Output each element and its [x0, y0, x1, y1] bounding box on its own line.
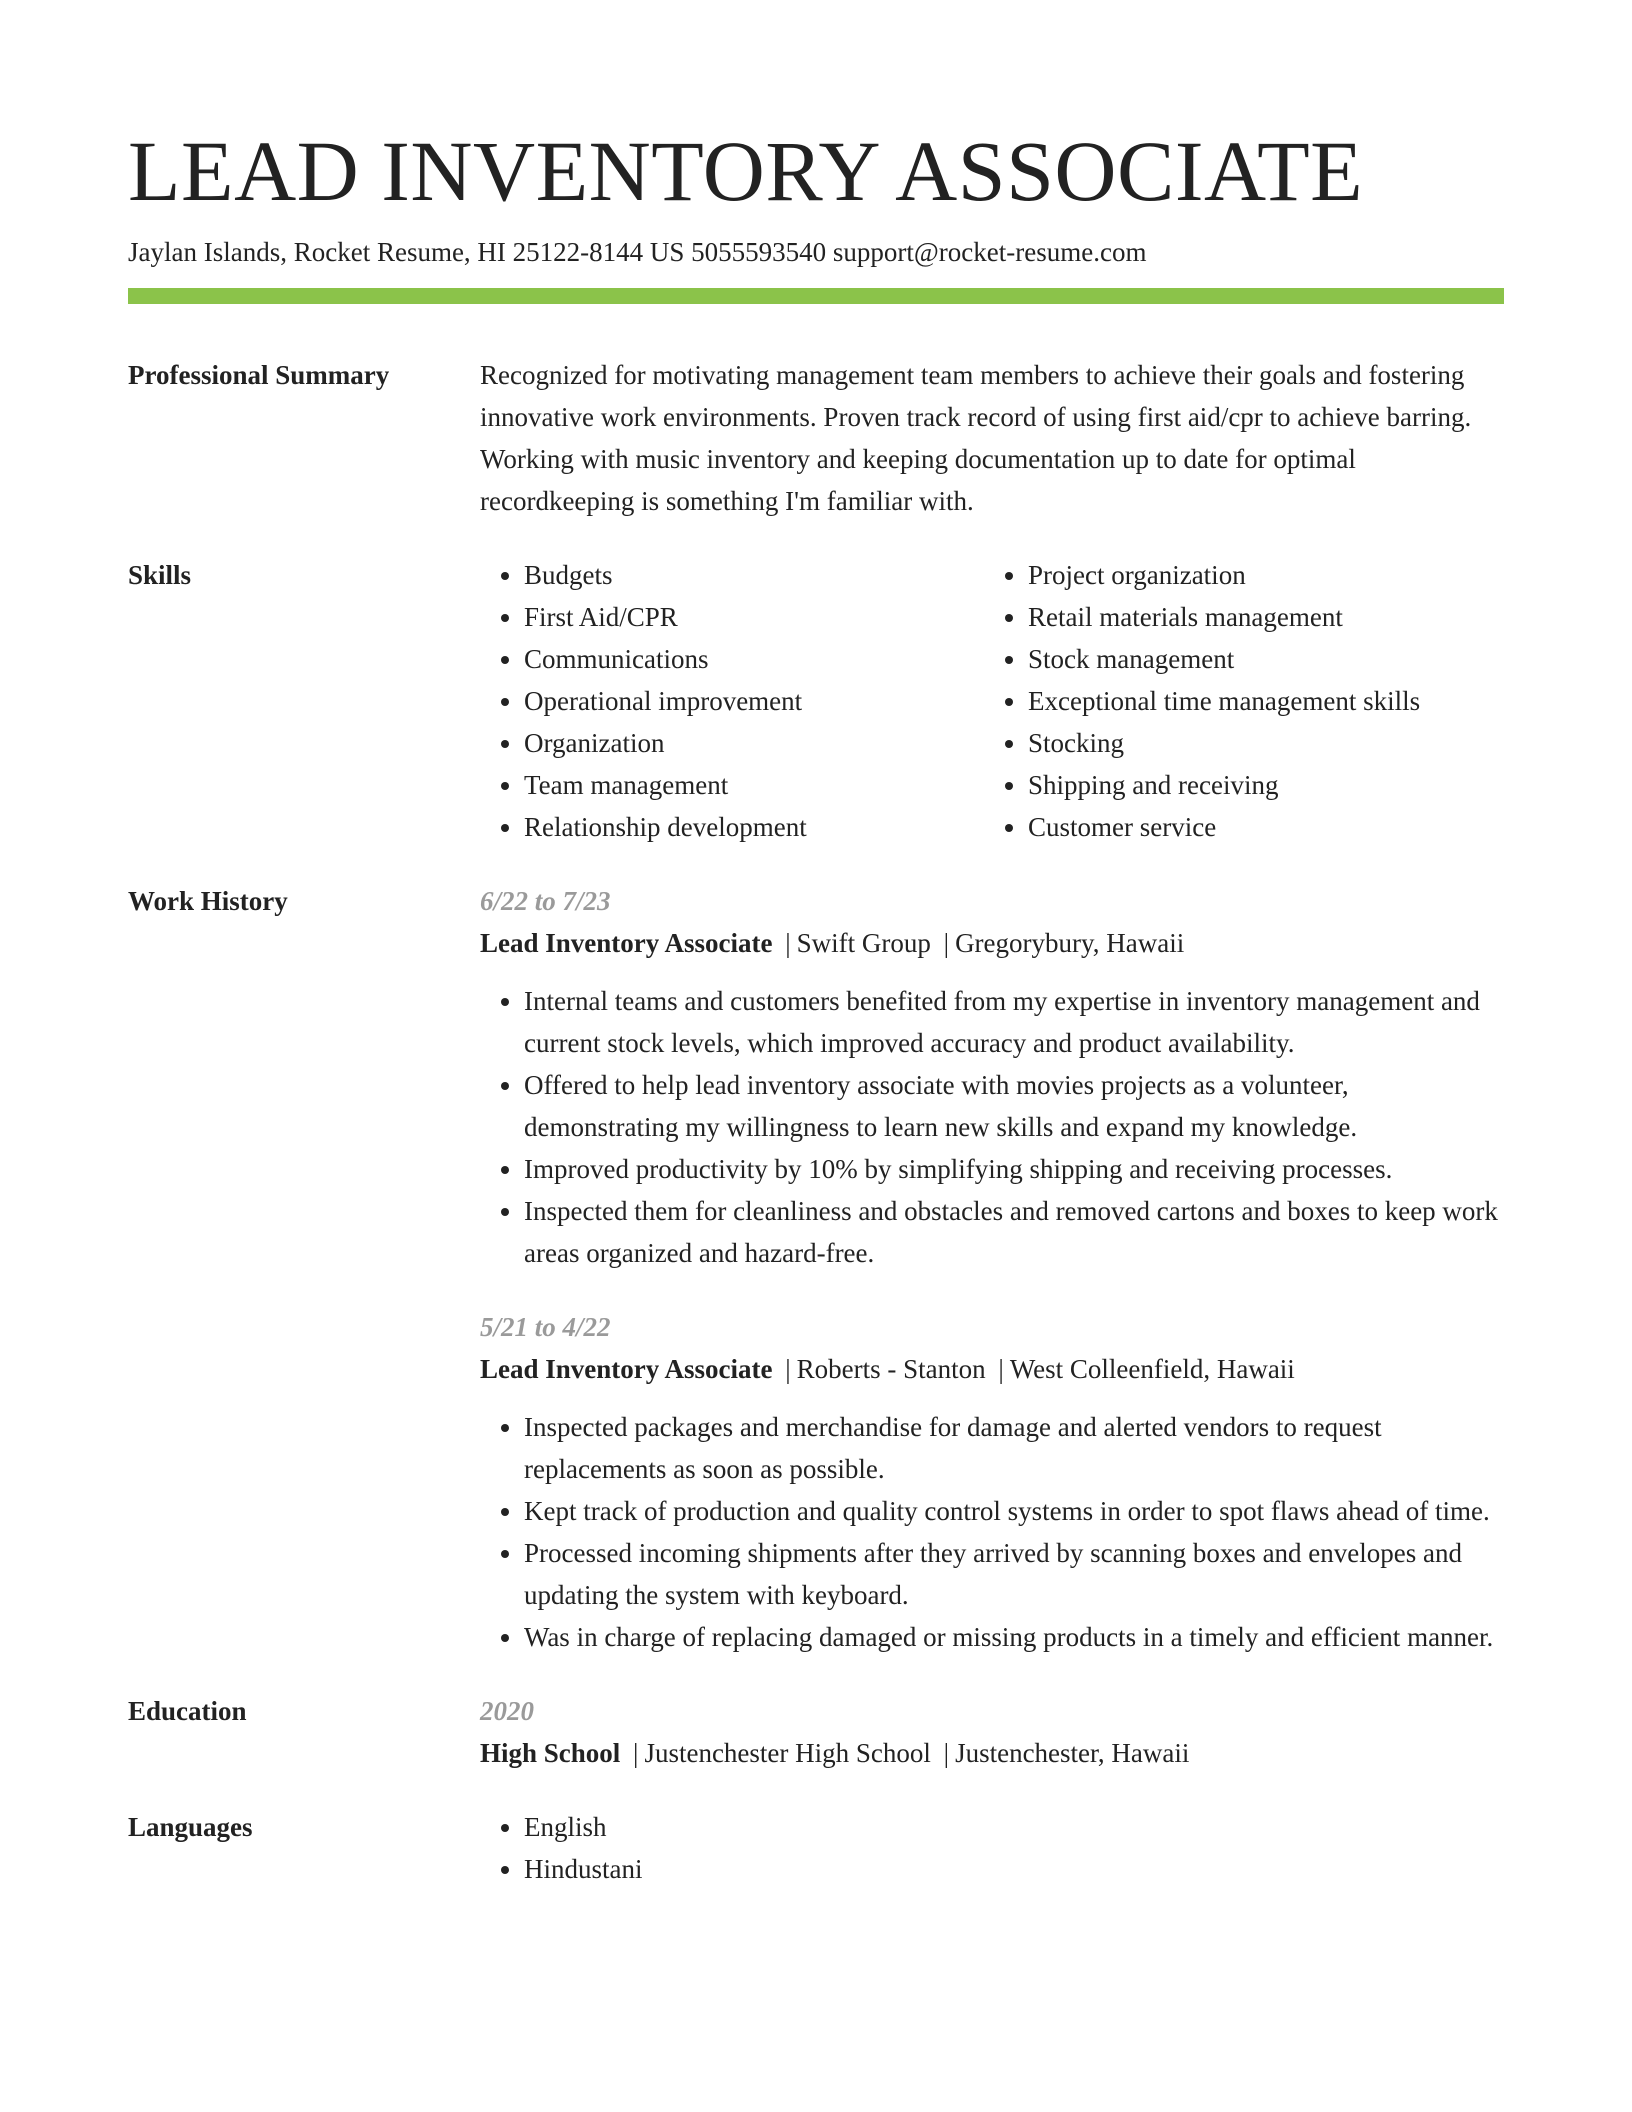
separator: |	[785, 928, 791, 959]
education-label: Education	[128, 1696, 247, 1727]
skill-item: • Operational improvement	[524, 680, 984, 722]
work-history-section	[128, 880, 1504, 1658]
job-heading	[480, 1348, 1504, 1390]
skill-item: • Stock management	[1028, 638, 1488, 680]
job-entry	[480, 880, 1504, 1274]
job-bullet: • Kept track of production and quality control systems in order to spot flaws ahead of time.	[524, 1490, 1504, 1532]
job-bullet: • Internal teams and customers benefited from my expertise in inventory management and current stock levels, which improved accuracy and product availability.	[524, 980, 1504, 1064]
job-bullet: • Offered to help lead inventory associate with movies projects as a volunteer, demonstrating my willingness to learn new skills and expand my knowledge.	[524, 1064, 1504, 1148]
job-title: Lead Inventory Associate	[480, 1354, 773, 1385]
skill-item: • First Aid/CPR	[524, 596, 984, 638]
skills-column-1	[480, 554, 984, 848]
skill-item: • Project organization	[1028, 554, 1488, 596]
job-title: Lead Inventory Associate	[480, 928, 773, 959]
job-dates: 6/22 to 7/23	[480, 886, 611, 917]
work-history-label: Work History	[128, 886, 288, 917]
skill-item: • Budgets	[524, 554, 984, 596]
job-heading	[480, 922, 1504, 964]
skill-item: • Customer service	[1028, 806, 1488, 848]
summary-label: Professional Summary	[128, 360, 390, 391]
job-location: West Colleenfield, Hawaii	[1009, 1354, 1295, 1385]
job-bullet: • Inspected them for cleanliness and obstacles and removed cartons and boxes to keep work areas organized and hazard-free.	[524, 1190, 1504, 1274]
language-item: • English	[524, 1806, 1504, 1848]
languages-section	[128, 1806, 1504, 1890]
education-school: Justenchester High School	[644, 1738, 931, 1769]
language-item: • Hindustani	[524, 1848, 1504, 1890]
job-bullet: • Inspected packages and merchandise for damage and alerted vendors to request replacements as soon as possible.	[524, 1406, 1504, 1490]
accent-divider	[128, 288, 1504, 304]
skill-item: • Relationship development	[524, 806, 984, 848]
skill-item: • Organization	[524, 722, 984, 764]
separator: |	[943, 928, 950, 959]
skill-item: • Exceptional time management skills	[1028, 680, 1488, 722]
summary-text: Recognized for motivating management team members to achieve their goals and fostering innovative work environments. Proven track record of using first aid/cpr to achieve barring. Working with music inventory and keeping documentation up to date for optimal recordkeeping is something I'm familiar with.	[480, 360, 1472, 517]
education-location: Justenchester, Hawaii	[955, 1738, 1190, 1769]
job-company: Swift Group	[796, 928, 931, 959]
separator: |	[785, 1354, 791, 1385]
skills-column-2	[984, 554, 1488, 848]
job-location: Gregorybury, Hawaii	[955, 928, 1185, 959]
education-degree: High School	[480, 1738, 621, 1769]
skill-item: • Stocking	[1028, 722, 1488, 764]
skill-item: • Retail materials management	[1028, 596, 1488, 638]
job-bullet: • Improved productivity by 10% by simplifying shipping and receiving processes.	[524, 1148, 1504, 1190]
job-entry	[480, 1306, 1504, 1658]
contact-line: Jaylan Islands, Rocket Resume, HI 25122-8144 US 5055593540 support@rocket-resume.com	[128, 237, 1147, 267]
candidate-title: LEAD INVENTORY ASSOCIATE	[128, 123, 1364, 219]
summary-section	[128, 354, 1504, 522]
education-heading	[480, 1732, 1504, 1774]
separator: |	[998, 1354, 1004, 1385]
resume-page	[128, 118, 1504, 1890]
job-company: Roberts - Stanton	[796, 1354, 986, 1385]
skill-item: • Communications	[524, 638, 984, 680]
skills-label: Skills	[128, 560, 192, 591]
education-section	[128, 1690, 1504, 1774]
job-dates: 5/21 to 4/22	[480, 1312, 611, 1343]
job-bullet: • Processed incoming shipments after they arrived by scanning boxes and envelopes and updating the system with keyboard.	[524, 1532, 1504, 1616]
skill-item: • Shipping and receiving	[1028, 764, 1488, 806]
skills-grid	[480, 554, 1504, 848]
skills-section	[128, 554, 1504, 848]
job-bullet: • Was in charge of replacing damaged or missing products in a timely and efficient manner.	[524, 1616, 1504, 1658]
separator: |	[943, 1738, 950, 1769]
education-date: 2020	[480, 1696, 534, 1727]
skill-item: • Team management	[524, 764, 984, 806]
languages-label: Languages	[128, 1812, 253, 1843]
separator: |	[633, 1738, 639, 1769]
